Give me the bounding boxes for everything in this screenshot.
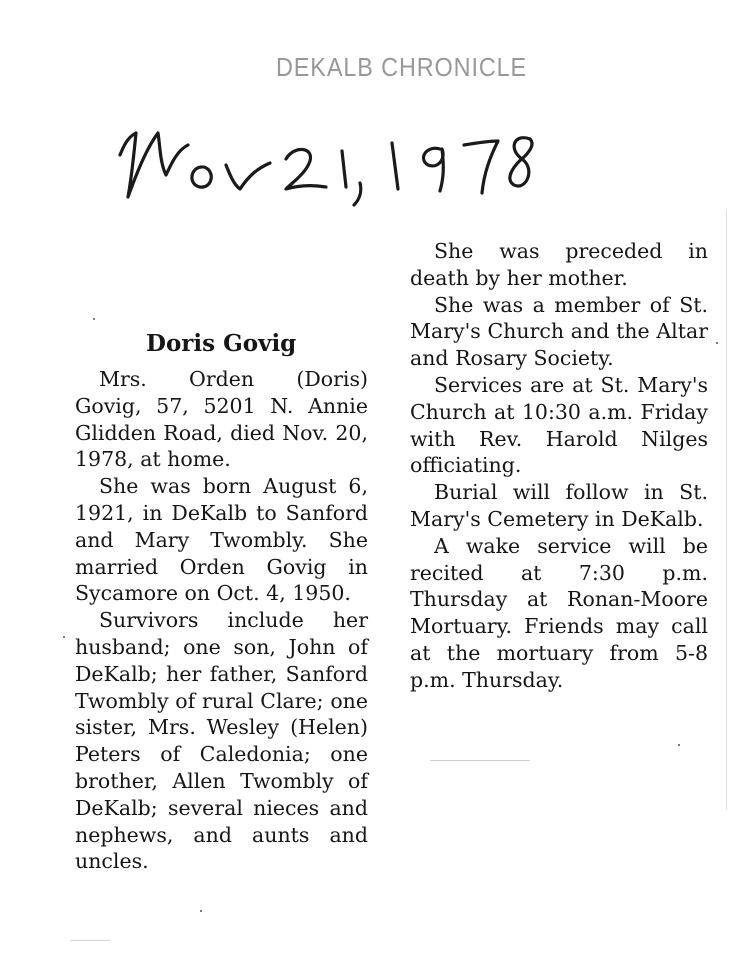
masthead-stamp: DEKALB CHRONICLE	[276, 52, 528, 82]
paragraph: Survivors include her husband; one son, John of DeKalb; her father, Sanford Twombly of rural Clare; one sister, Mrs. Wesley (Helen) Peters of Caledonia; one brother, Allen Twombly of DeKalb; several nieces and nephews, and aunts and uncles.	[75, 608, 368, 874]
paragraph: She was preceded in death by her mother.	[410, 239, 708, 290]
handwritten-date	[110, 115, 540, 210]
paragraph: She was a member of St. Mary's Church and the Altar and Rosary Society.	[410, 292, 708, 371]
paragraph: She was born August 6, 1921, in DeKalb to Sanford and Mary Twombly. She married Orden Govig in Sycamore on Oct. 4, 1950.	[75, 474, 368, 606]
clipping-edge-bottom-left	[70, 940, 110, 941]
paragraph: Services are at St. Mary's Church at 10:30 a.m. Friday with Rev. Harold Nilges officiating.	[410, 372, 708, 478]
right-column	[410, 238, 708, 694]
scan-speck	[200, 910, 202, 912]
scan-speck	[678, 744, 680, 746]
clipping-edge-bottom	[430, 760, 530, 761]
paragraph: Mrs. Orden (Doris) Govig, 57, 5201 N. Annie Glidden Road, died Nov. 20, 1978, at home.	[75, 367, 368, 472]
paragraph: Burial will follow in St. Mary's Cemetery in DeKalb.	[410, 480, 708, 531]
handwritten-date-ink	[110, 115, 540, 210]
scan-speck	[93, 318, 95, 320]
scan-speck	[716, 342, 718, 344]
paragraph: A wake service will be recited at 7:30 p.m. Thursday at Ronan-Moore Mortuary. Friends may call at the mortuary from 5-8 p.m. Thursday.	[410, 533, 708, 692]
clipping-edge-right	[726, 210, 727, 810]
scan-speck	[63, 636, 65, 638]
obituary-headline: Doris Govig	[146, 330, 297, 357]
left-column	[75, 366, 368, 875]
